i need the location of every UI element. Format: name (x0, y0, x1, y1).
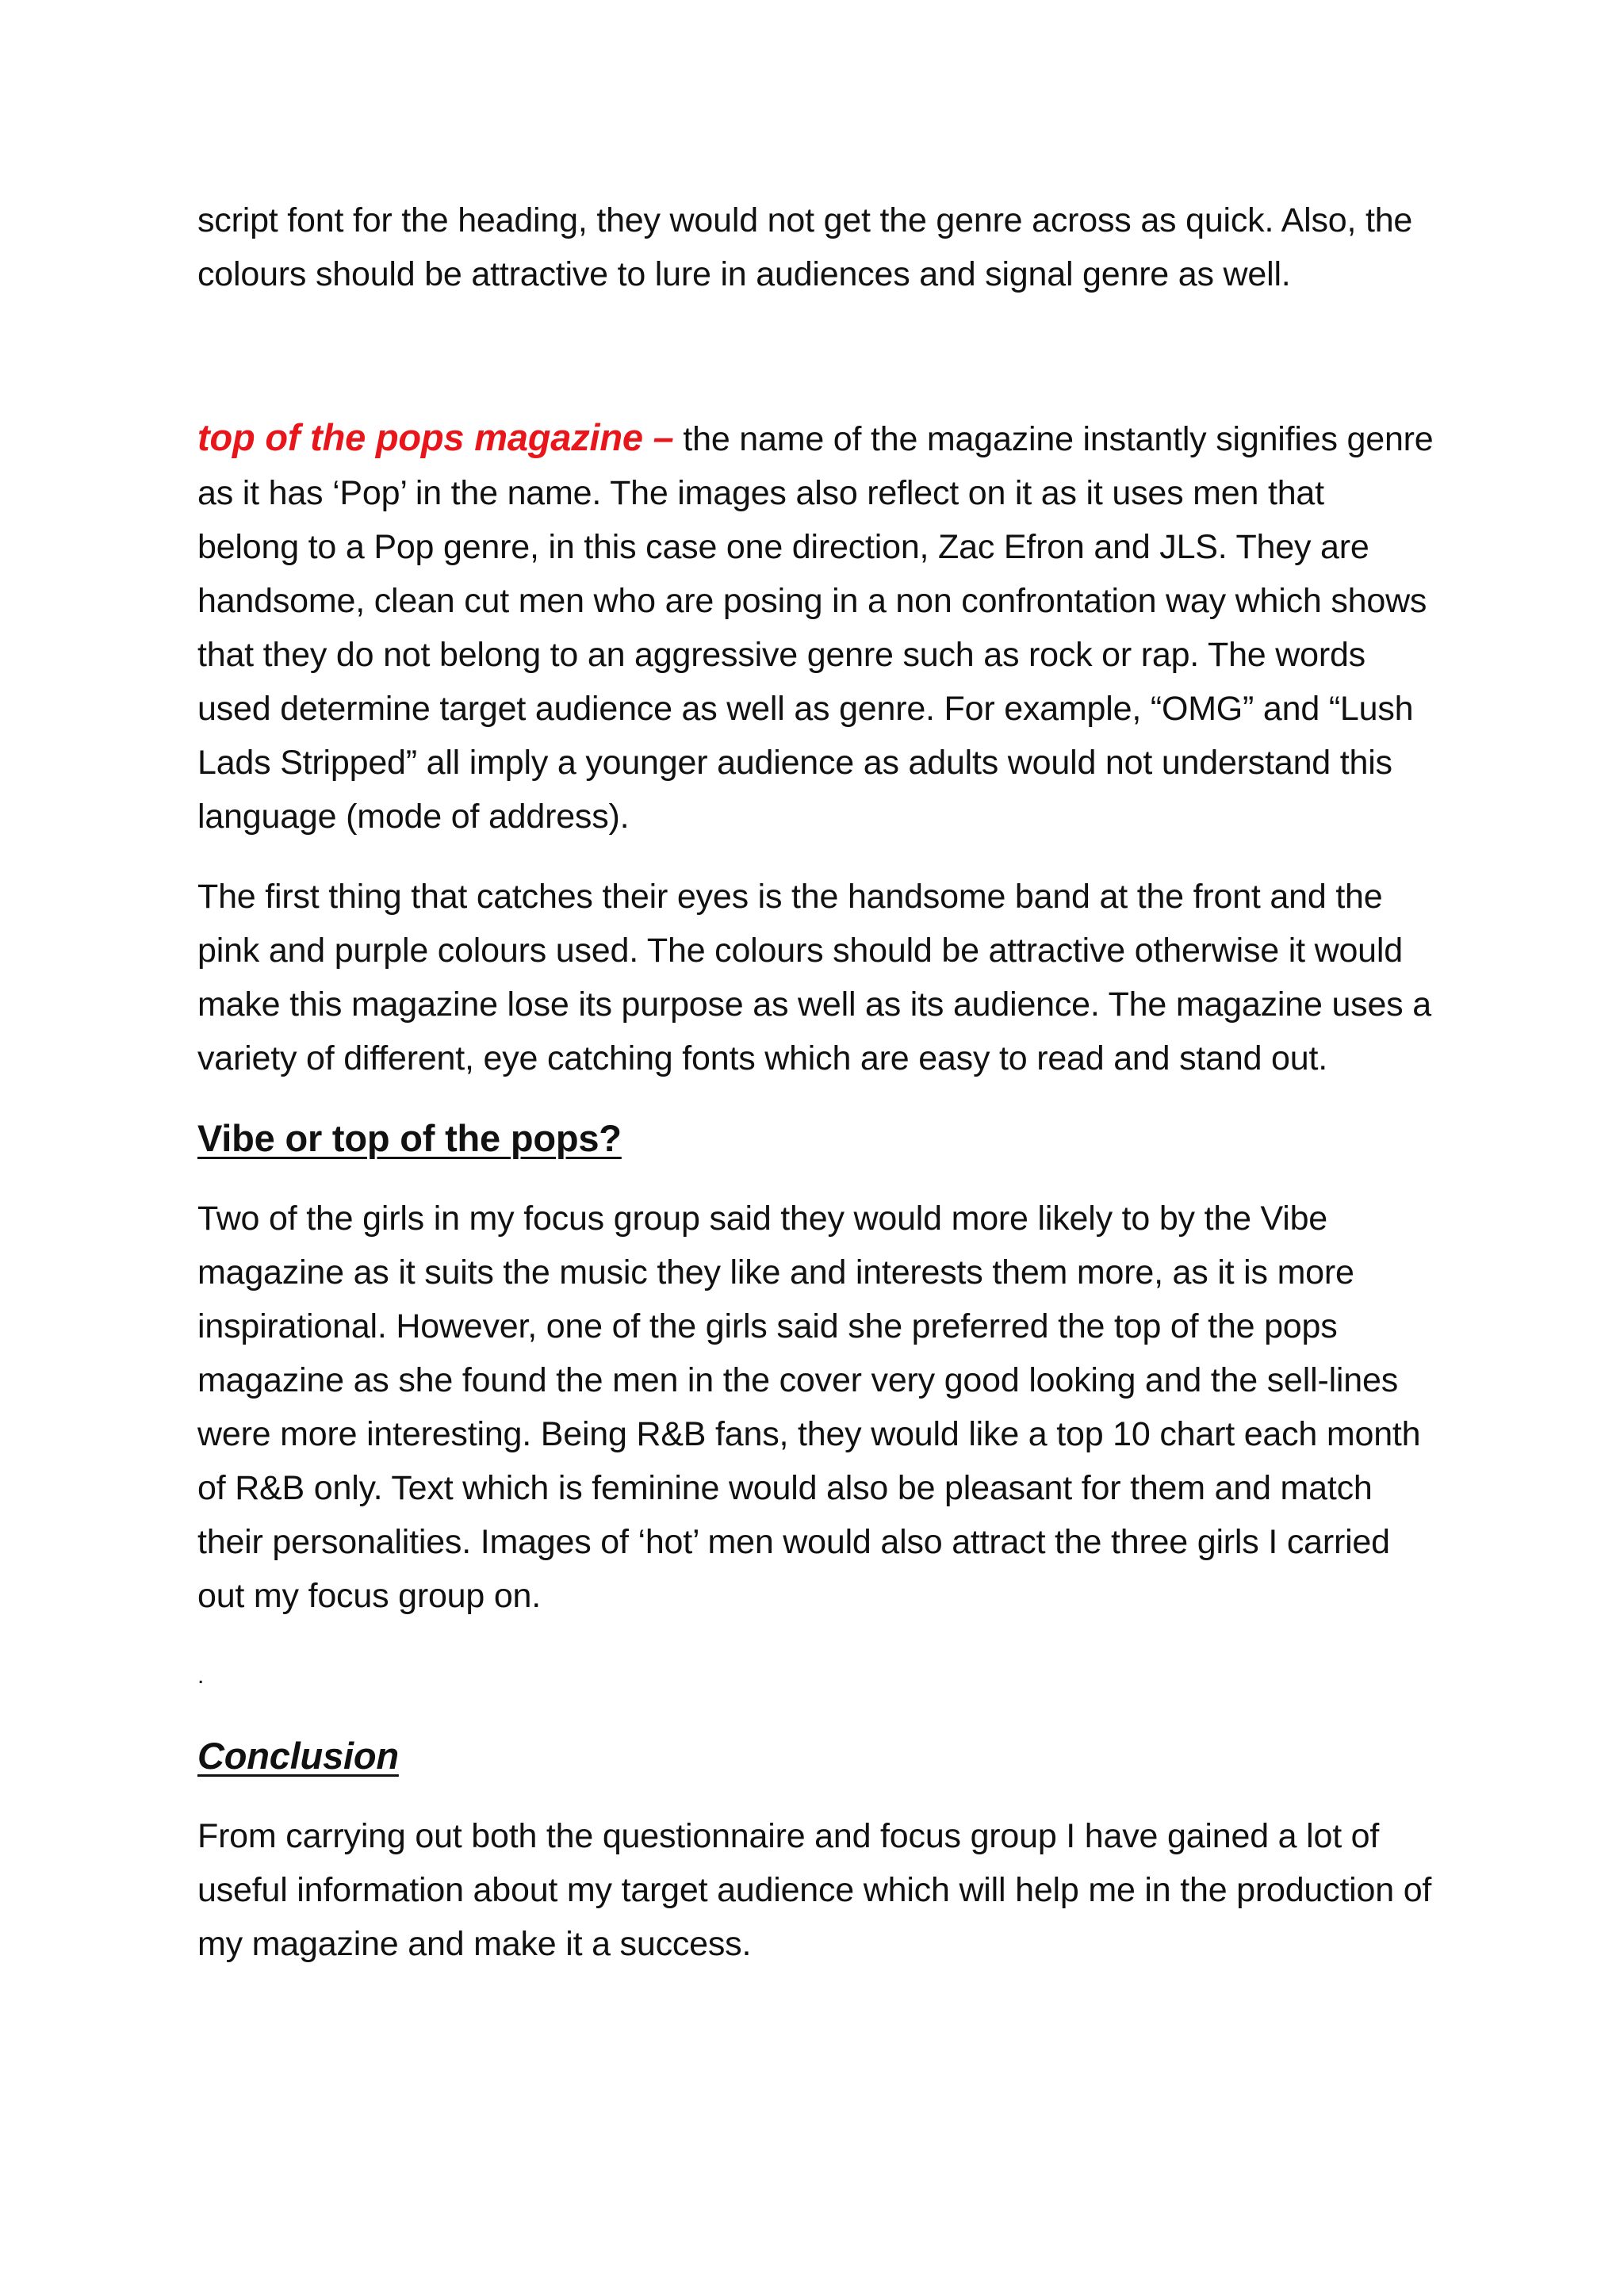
vibe-or-top-of-the-pops-heading: Vibe or top of the pops? (197, 1117, 622, 1159)
document-body (197, 193, 1434, 1971)
conclusion-heading: Conclusion (197, 1735, 399, 1777)
spacer (197, 844, 1434, 870)
intro-continuation-paragraph: script font for the heading, they would not get the genre across as quick. Also, the colours should be attractive to lure in audiences and signal genre as well. (197, 201, 1413, 293)
top-of-the-pops-heading: top of the pops magazine – (197, 416, 674, 458)
spacer (197, 1623, 1434, 1649)
spacer (197, 1783, 1434, 1809)
spacer (197, 1165, 1434, 1192)
spacer (197, 1703, 1434, 1729)
spacer (197, 1085, 1434, 1112)
spacer (197, 301, 1434, 411)
top-of-the-pops-body: the name of the magazine instantly signifies genre as it has ‘Pop’ in the name. The images also reflect on it as it uses men that belong to a Pop genre, in this case one direction, Zac Efron and JLS. They are handsome, clean cut men who are posing in a non confrontation way which shows that they do not belong to an aggressive genre such as rock or rap. The words used determine target audience as well as genre. For example, “OMG” and “Lush Lads Stripped” all imply a younger audience as adults would not understand this language (mode of address). (197, 420, 1434, 836)
top-of-the-pops-paragraph (197, 411, 1434, 844)
vibe-comparison-paragraph: Two of the girls in my focus group said they would more likely to by the Vibe magazine as it suits the music they like and interests them more, as it is more inspirational. However, one of the girls said she preferred the top of the pops magazine as she found the men in the cover very good looking and the sell-lines were more interesting. Being R&B fans, they would like a top 10 chart each month of R&B only. Text which is feminine would also be pleasant for them and match their personalities. Images of ‘hot’ men would also attract the three girls I carried out my focus group on. (197, 1200, 1421, 1615)
conclusion-paragraph: From carrying out both the questionnaire and focus group I have gained a lot of useful information about my target audience which will help me in the production of my magazine and make it a success. (197, 1817, 1432, 1963)
first-thing-paragraph: The first thing that catches their eyes is the handsome band at the front and the pink and purple colours used. The colours should be attractive otherwise it would make this magazine lose its purpose as well as its audience. The magazine uses a variety of different, eye catching fonts which are easy to read and stand out. (197, 878, 1431, 1077)
stray-dot: . (197, 1663, 205, 1689)
